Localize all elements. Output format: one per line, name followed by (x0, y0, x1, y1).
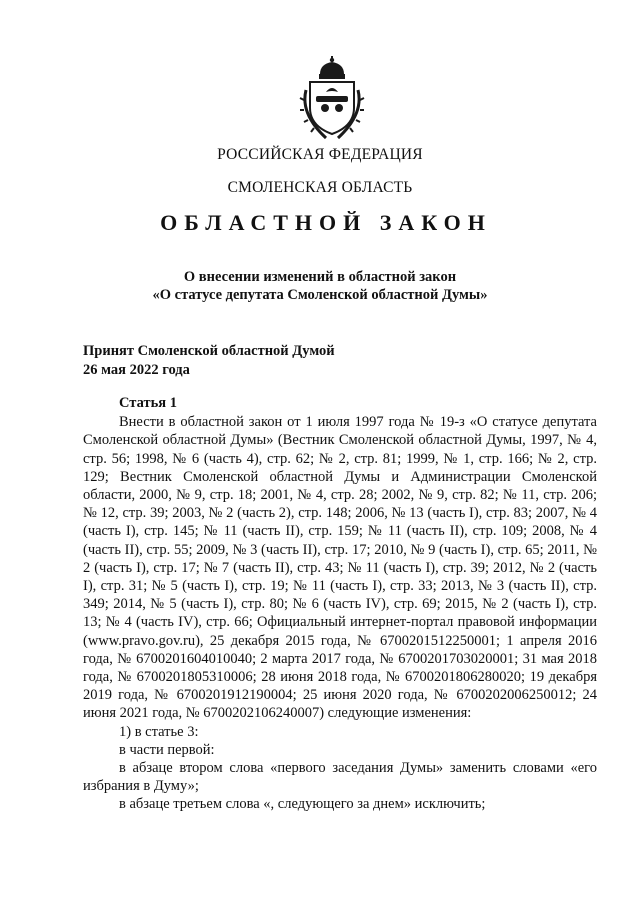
article-paragraph: 1) в статье 3: (119, 723, 199, 740)
document-type: ОБЛАСТНОЙ ЗАКОН (160, 210, 492, 235)
adoption-info (83, 342, 335, 380)
law-title-line-2: «О статусе депутата Смоленской областной Думы» (152, 287, 488, 303)
law-title (0, 268, 640, 304)
region-name: СМОЛЕНСКАЯ ОБЛАСТЬ (227, 179, 413, 196)
article-heading: Статья 1 (119, 395, 177, 411)
adoption-date: 26 мая 2022 года (83, 362, 190, 378)
article-paragraph: Внести в областной закон от 1 июля 1997 года № 19-з «О статусе депутата Смоленской областной Думы» (Вестник Смоленской областной Думы, 1997, № 4, стр. 56; 1998, № 6 (часть 4), стр. 62; № 2, стр. 81; 1999, № 1, стр. 166; № 2, стр. 129; Вестник Смоленской областной Думы и Администрации Смоленской области, 2000, № 9, стр. 18; 2001, № 4, стр. 28; 2002, № 9, стр. 82; № 11, стр. 206; № 12, стр. 39; 2003, № 2 (часть 2), стр. 148; 2006, № 13 (часть I), стр. 83; 2007, № 4 (часть I), стр. 145; № 11 (часть II), стр. 159; № 11 (часть II), стр. 109; 2008, № 4 (часть II), стр. 55; 2009, № 3 (часть II), стр. 17; 2010, № 9 (часть I), стр. 65; 2011, № 2 (часть I), стр. 17; № 7 (часть II), стр. 43; № 11 (часть I), стр. 39; 2012, № 2 (часть I), стр. 31; № 5 (часть I), стр. 19; № 11 (часть I), стр. 33; 2013, № 3 (часть II), стр. 349; 2014, № 5 (часть I), стр. 80; № 6 (часть IV), стр. 69; 2015, № 2 (часть I), стр. 13; № 4 (часть IV), стр. 66; Официальный интернет-портал правовой информации (www.pravo.gov.ru), 25 декабря 2015 года, № 6700201512250001; 1 апреля 2016 года, № 6700201604010040; 2 марта 2017 года, № 6700201703020001; 31 мая 2018 года, № 6700201805310006; 28 июня 2018 года, № 6700201806280020; 19 декабря 2019 года, № 6700201912190004; 25 июня 2020 года, № 6700202006250012; 24 июня 2021 года, № 6700202106240007) следующие изменения: (83, 414, 597, 722)
article-paragraph: в абзаце втором слова «первого заседания Думы» заменить словами «его избрания в Думу»; (83, 760, 597, 795)
article-paragraph: в абзаце третьем слова «, следующего за днем» исключить; (119, 796, 486, 813)
article-paragraph: в части первой: (119, 741, 215, 758)
country-name: РОССИЙСКАЯ ФЕДЕРАЦИЯ (217, 146, 423, 163)
adoption-body: Принят Смоленской областной Думой (83, 343, 335, 359)
article-body (83, 394, 597, 814)
smolensk-coat-of-arms-icon (296, 56, 368, 140)
law-title-line-1: О внесении изменений в областной закон (183, 269, 457, 285)
